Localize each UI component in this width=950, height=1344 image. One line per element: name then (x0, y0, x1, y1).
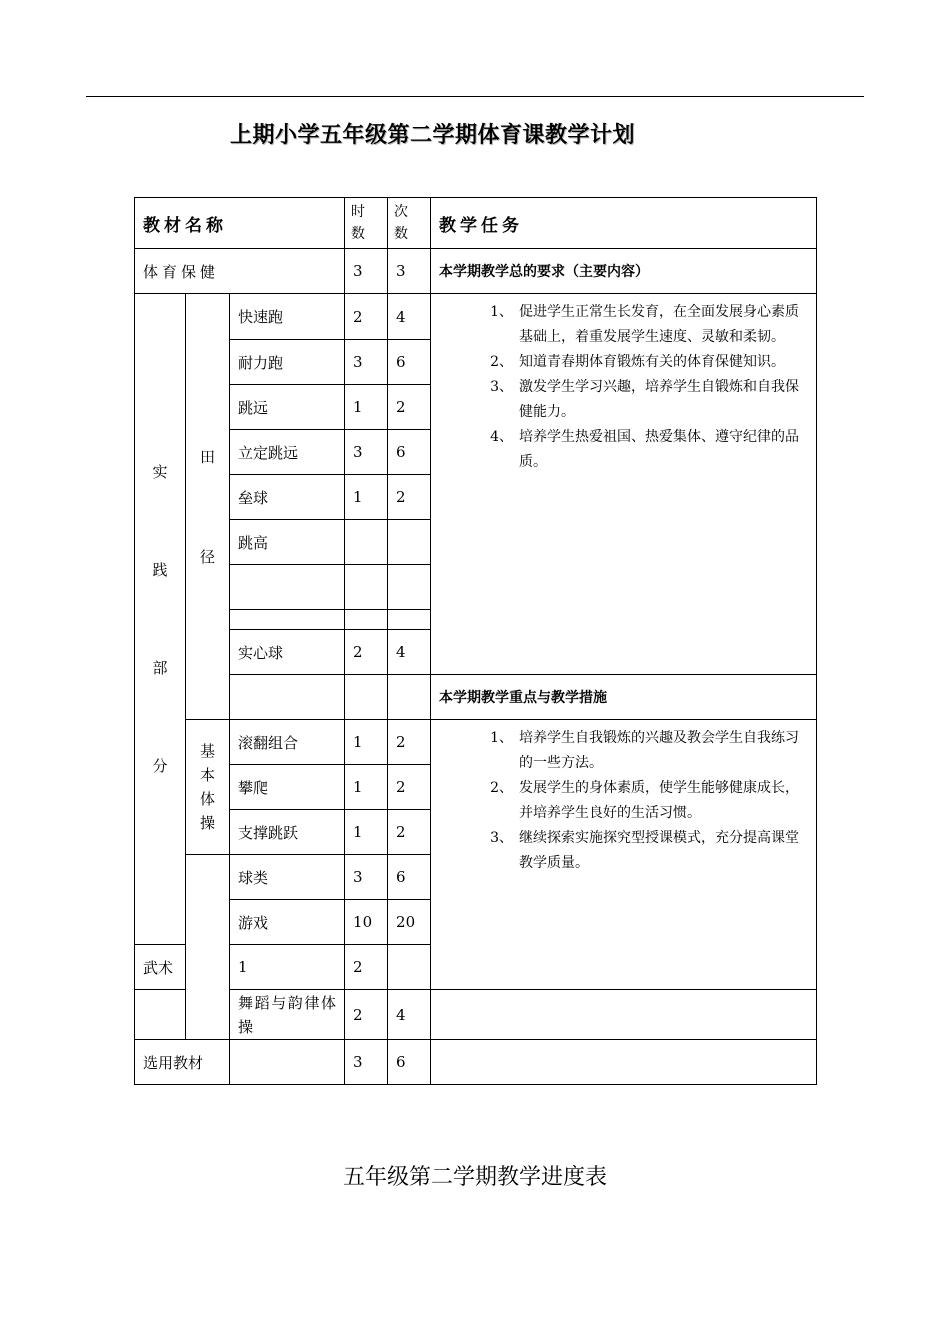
row-times: 4 (388, 990, 431, 1040)
task-heading-2: 本学期教学重点与教学措施 (431, 675, 817, 720)
row-hours (345, 610, 388, 630)
row-times: 6 (388, 430, 431, 475)
health-label: 体育保健 (135, 249, 345, 294)
task-list-1 (431, 294, 817, 675)
header-material: 教材名称 (135, 198, 345, 249)
row-name: 滚翻组合 (230, 720, 345, 765)
table-row (135, 990, 817, 1040)
list-item: 2、 知道青春期体育锻炼有关的体育保健知识。 (490, 354, 786, 370)
empty-cell (431, 1040, 817, 1085)
row-times: 2 (345, 945, 388, 990)
row-hours: 2 (345, 990, 388, 1040)
row-hours: 1 (345, 810, 388, 855)
health-hours: 3 (345, 249, 388, 294)
row-name: 舞蹈与韵律体操 (230, 990, 345, 1040)
row-name (230, 675, 345, 720)
schedule-title: 五年级第二学期教学进度表 (342, 1165, 607, 1190)
empty-cell (230, 1040, 345, 1085)
row-hours: 1 (345, 385, 388, 430)
table-row (135, 1040, 817, 1085)
row-name: 垒球 (230, 475, 345, 520)
list-item: 4、 培养学生热爱祖国、热爱集体、遵守纪律的品质。 (490, 429, 800, 470)
row-times: 2 (388, 720, 431, 765)
list-item: 3、 继续探索实施探究型授课模式，充分提高课堂教学质量。 (490, 830, 800, 871)
plan-table (134, 197, 817, 1085)
list-item: 1、 培养学生自我锻炼的兴趣及教会学生自我练习的一些方法。 (490, 730, 800, 771)
row-times: 2 (388, 385, 431, 430)
elective-times: 6 (388, 1040, 431, 1085)
row-name: 实心球 (230, 630, 345, 675)
elective-label: 选用教材 (135, 1040, 230, 1085)
row-times: 2 (388, 765, 431, 810)
list-item: 2、 发展学生的身体素质，使学生能够健康成长，并培养学生良好的生活习惯。 (490, 780, 800, 821)
header-task: 教学任务 (431, 198, 817, 249)
row-hours: 1 (345, 475, 388, 520)
table-row (135, 675, 817, 720)
row-times: 4 (388, 630, 431, 675)
row-name: 耐力跑 (230, 340, 345, 385)
practice-label: 实 践 部 分 (135, 294, 186, 945)
row-hours: 1 (230, 945, 345, 990)
table-row (135, 249, 817, 294)
list-item: 3、 激发学生学习兴趣，培养学生自锻炼和自我保健能力。 (490, 379, 800, 420)
row-times (388, 565, 431, 610)
row-times: 2 (388, 475, 431, 520)
elective-hours: 3 (345, 1040, 388, 1085)
row-name: 快速跑 (230, 294, 345, 340)
row-hours: 2 (345, 294, 388, 340)
document-title: 上期小学五年级第二学期体育课教学计划 (230, 123, 636, 148)
row-times (388, 610, 431, 630)
table-row (135, 720, 817, 765)
row-name (230, 565, 345, 610)
athletics-label: 田 径 (186, 294, 230, 720)
row-hours: 3 (345, 340, 388, 385)
table-header-row (135, 198, 817, 249)
table-row (135, 294, 817, 340)
row-times: 2 (388, 810, 431, 855)
row-times: 6 (388, 855, 431, 900)
header-hours: 时 数 (345, 198, 388, 249)
row-hours: 2 (345, 630, 388, 675)
row-times: 4 (388, 294, 431, 340)
row-name: 球类 (230, 855, 345, 900)
row-times (388, 675, 431, 720)
row-name (230, 610, 345, 630)
header-rule (86, 96, 864, 97)
row-name: 武术 (135, 945, 186, 990)
task-list-2 (431, 720, 817, 990)
row-hours (345, 675, 388, 720)
header-times: 次 数 (388, 198, 431, 249)
empty-cell (431, 990, 817, 1040)
row-name: 立定跳远 (230, 430, 345, 475)
gymnastics-label: 基 本 体 操 (186, 720, 230, 855)
row-hours: 3 (345, 430, 388, 475)
row-name: 跳远 (230, 385, 345, 430)
task-heading-1: 本学期教学总的要求（主要内容） (431, 249, 817, 294)
row-hours: 3 (345, 855, 388, 900)
list-item: 1、 促进学生正常生长发育，在全面发展身心素质基础上，着重发展学生速度、灵敏和柔韧。 (490, 304, 800, 345)
row-name: 支撑跳跃 (230, 810, 345, 855)
health-times: 3 (388, 249, 431, 294)
other-group-cell (186, 855, 230, 1040)
row-hours (345, 520, 388, 565)
row-name: 攀爬 (230, 765, 345, 810)
row-times (388, 520, 431, 565)
empty-cell (135, 990, 186, 1040)
row-name: 跳高 (230, 520, 345, 565)
row-hours: 1 (345, 720, 388, 765)
row-hours (345, 565, 388, 610)
row-name: 游戏 (230, 900, 345, 945)
row-hours: 1 (345, 765, 388, 810)
row-times: 6 (388, 340, 431, 385)
row-hours: 10 (345, 900, 388, 945)
row-times: 20 (388, 900, 431, 945)
